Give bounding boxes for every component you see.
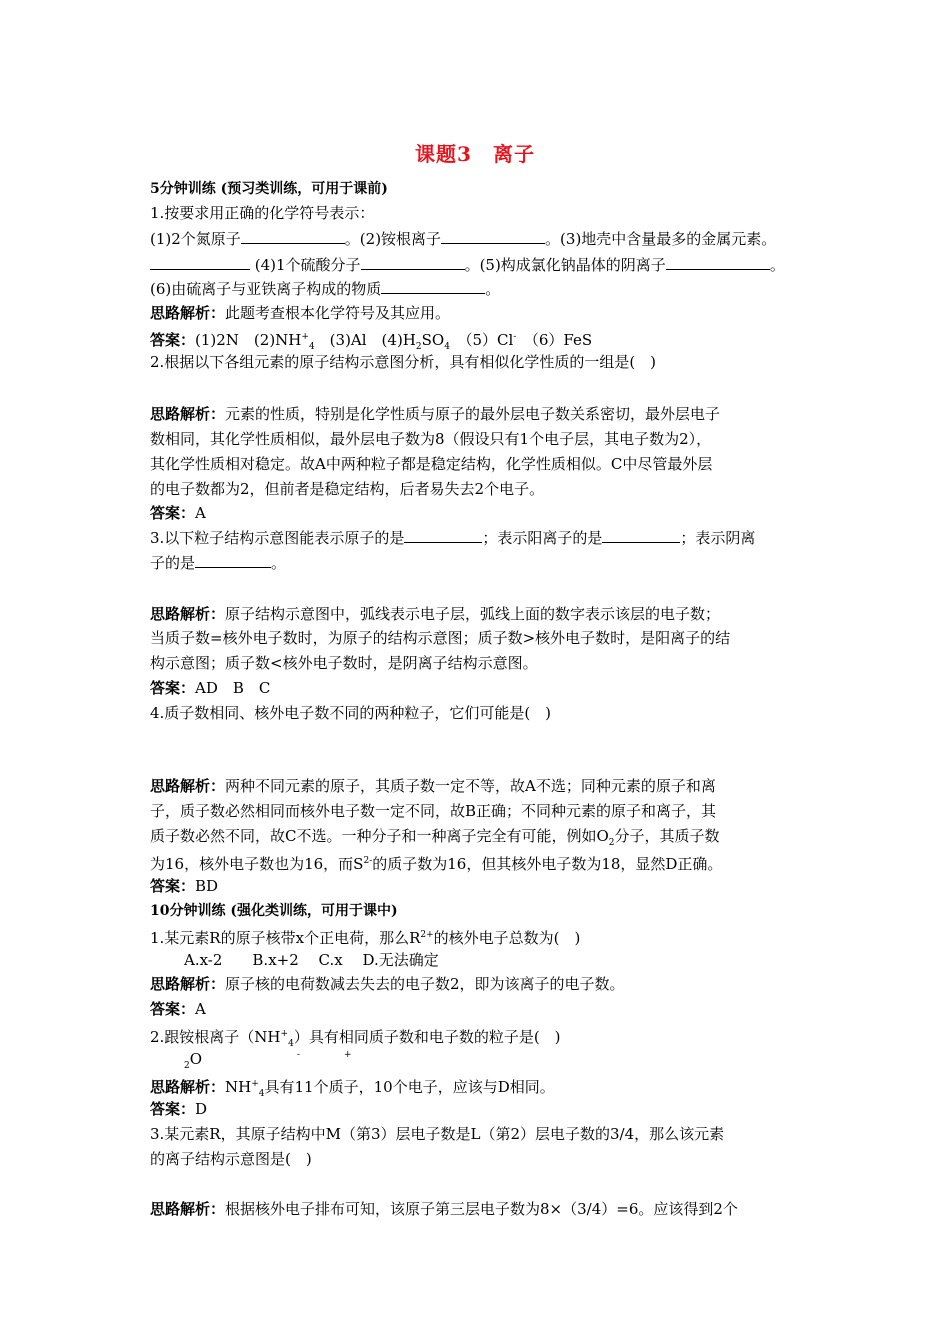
q1-part3: 。(3)地壳中含量最多的金属元素。 [545,230,777,248]
analysis-label: 思路解析： [150,1078,226,1096]
answer-blank [150,255,250,270]
subscript: 2 [415,342,422,352]
subscript: 4 [288,1039,294,1049]
q3-analysis-l2: 当质子数=核外电子数时，为原子的结构示意图；质子数>核外电子数时，是阳离子的结 [150,629,731,647]
answer-label: 答案： [150,1100,196,1118]
analysis-text: 元素的性质，特别是化学性质与原子的最外层电子数关系密切，最外层电子 [225,405,721,423]
s2-q1-stem [150,924,580,949]
answer-text: (1)2N (2)NH [195,331,302,349]
q3-part3: ；表示阴离 [680,529,756,547]
q1-line1 [150,228,776,250]
s2-q2-analysis [150,1073,555,1105]
answer-label: 答案： [150,877,196,895]
q2-analysis-l3: 其化学性质相对稳定。故A中两种粒子都是稳定结构，化学性质相似。C中尽管最外层 [150,455,713,473]
q1-analysis [150,302,450,324]
q-text: 2.跟铵根离子（NH [150,1028,281,1046]
superscript: + [280,1029,289,1039]
answer-blank [441,229,545,244]
answer-text: D [195,1100,208,1118]
s2-q1-options: A.x-2 B.x+2 C.x D.无法确定 [184,951,439,969]
q4-analysis-l1 [150,775,716,797]
answer-label: 答案： [150,504,196,522]
q1-part6: 。 [769,256,785,274]
s2-q2-stem [150,1023,561,1055]
answer-blank [361,255,465,270]
q3-answer [150,677,270,699]
s2-q3-analysis [150,1198,738,1220]
q1-line3 [150,278,500,300]
section-header-10min: 10分钟训练 (强化类训练，可用于课中) [150,903,398,919]
subscript: 4 [308,342,315,352]
analysis-label: 思路解析： [150,777,226,795]
q2-analysis-l4: 的电子数都为2，但前者是稳定结构，后者易失去2个电子。 [150,480,545,498]
q3-stem-l2 [150,552,286,574]
superscript: - [513,332,517,342]
answer-blank [381,279,485,294]
q-text: 的核外电子总数为( ) [433,929,581,947]
q2-analysis-l1 [150,403,720,425]
answer-label: 答案： [150,1000,196,1018]
answer-label: 答案： [150,331,196,349]
analysis-text: 原子核的电荷数减去失去的电子数2，即为该离子的电子数。 [225,975,625,993]
q4-analysis-l4 [150,850,722,875]
q4-stem: 4.质子数相同、核外电子数不同的两种粒子，它们可能是( ) [150,704,552,722]
analysis-text: 的质子数为16，但其核外电子数为18，显然D正确。 [372,855,723,873]
superscript: + [301,332,309,342]
s2-q2-fragment-minus: - [297,1050,301,1060]
analysis-label: 思路解析： [150,405,226,423]
answer-text: AD B C [195,679,271,697]
answer-text: A [195,1000,206,1018]
s2-q3-stem-l2: 的离子结构示意图是( ) [150,1150,312,1168]
answer-blank [666,255,770,270]
answer-label: 答案： [150,679,196,697]
s2-q2-fragment-plus: + [344,1050,352,1060]
q1-stem: 1.按要求用正确的化学符号表示： [150,204,375,222]
analysis-text: 具有11个质子，10个电子，应该与D相同。 [264,1078,555,1096]
q4-answer [150,875,218,897]
q3-part1: 3.以下粒子结构示意图能表示原子的是 [150,529,405,547]
analysis-text: 此题考查根本化学符号及其应用。 [225,304,451,322]
analysis-label: 思路解析： [150,605,226,623]
answer-text: A [195,504,206,522]
analysis-text: 根据核外电子排布可知，该原子第三层电子数为8×（3/4）=6。应该得到2个 [225,1200,738,1218]
answer-text: BD [195,877,219,895]
superscript: 2- [363,856,373,866]
q3-part2: ；表示阳离子的是 [482,529,603,547]
analysis-label: 思路解析： [150,975,226,993]
q1-part8: 。 [485,280,501,298]
q2-analysis-l2: 数相同，其化学性质相似，最外层电子数为8（假设只有1个电子层，其电子数为2）， [150,430,712,448]
analysis-text: 原子结构示意图中，弧线表示电子层，弧线上面的数字表示该层的电子数； [225,605,721,623]
analysis-label: 思路解析： [150,304,226,322]
q3-analysis-l1 [150,603,720,625]
answer-text: (3)Al (4)H [314,331,416,349]
superscript: + [251,1079,259,1089]
q1-part5: 。(5)构成氯化钠晶体的阴离子 [464,256,666,274]
q-text: ）具有相同质子数和电子数的粒子是( ) [293,1028,561,1046]
subscript: 4 [444,342,450,352]
answer-blank [195,553,271,568]
q3-analysis-l3: 构示意图；质子数<核外电子数时，是阴离子结构示意图。 [150,654,538,672]
q1-part1: (1)2个氮原子 [150,230,241,248]
q1-part2: 。(2)铵根离子 [344,230,442,248]
q3-part5: 。 [271,554,287,572]
q3-stem-l1 [150,527,755,549]
q1-part4: (4)1个硫酸分子 [250,256,361,274]
subscript: 4 [258,1089,265,1099]
answer-text: SO [421,331,445,349]
subscript: 2 [608,838,615,848]
analysis-text: 质子数必然不同，故C不选。一种分子和一种离子完全有可能，例如O [150,827,609,845]
s2-q1-analysis [150,973,625,995]
analysis-text: 为16，核外电子数也为16，而S [150,855,364,873]
analysis-label: 思路解析： [150,1200,226,1218]
subscript: 2 [184,1061,190,1071]
answer-blank [241,229,345,244]
superscript: 2+ [420,930,434,940]
s2-q2-answer [150,1098,207,1120]
fragment-text: O [189,1050,203,1068]
q3-part4: 子的是 [150,554,196,572]
q2-stem: 2.根据以下各组元素的原子结构示意图分析，具有相似化学性质的一组是( ) [150,353,657,371]
answer-blank [404,528,482,543]
analysis-text: 分子，其质子数 [614,827,720,845]
q4-analysis-l2: 子，质子数必然相同而核外电子数一定不同，故B正确；不同种元素的原子和离子，其 [150,802,717,820]
page-title: 课题3 离子 [415,142,535,166]
q1-line2 [150,254,785,276]
analysis-text: 两种不同元素的原子，其质子数一定不等，故A不选；同种元素的原子和离 [225,777,716,795]
s2-q3-stem-l1: 3.某元素R，其原子结构中M（第3）层电子数是L（第2）层电子数的3/4，那么该元素 [150,1125,725,1143]
answer-blank [602,528,680,543]
answer-text: （5）Cl [449,331,514,349]
s2-q1-answer [150,998,206,1020]
analysis-text: NH [225,1078,252,1096]
section-header-5min: 5分钟训练 (预习类训练，可用于课前) [150,181,388,197]
q2-answer [150,502,206,524]
q-text: 1.某元素R的原子核带x个正电荷，那么R [150,929,421,947]
q1-part7: (6)由硫离子与亚铁离子构成的物质 [150,280,382,298]
answer-text: （6）FeS [516,331,593,349]
